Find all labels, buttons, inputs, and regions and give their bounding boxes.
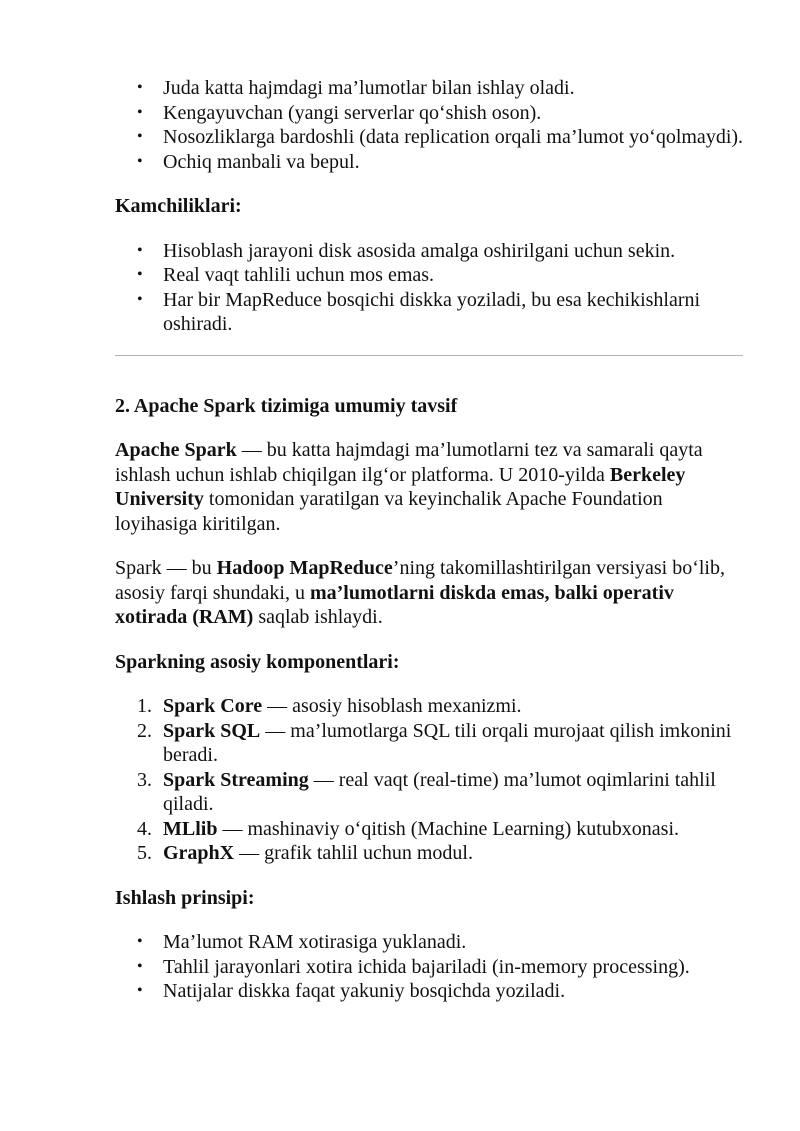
component-desc: — ma’lumotlarga SQL tili orqali murojaat qilish imkonini beradi. — [163, 719, 732, 766]
components-heading: Sparkning asosiy komponentlari: — [115, 650, 400, 673]
list-item — [115, 817, 745, 842]
section-divider — [115, 355, 743, 356]
component-name: Spark Streaming — [163, 768, 309, 791]
paragraph-text: ’ning takomillashtirilgan versiyasi bo‘lib, asosiy farqi shundaki, u — [115, 557, 725, 604]
list-item: • Kengayuvchan (yangi serverlar qo‘shish oson). — [115, 101, 745, 126]
list-item: • Natijalar diskka faqat yakuniy bosqichda yoziladi. — [115, 979, 745, 1004]
component-desc: — real vaqt (real-time) ma’lumot oqimlarini tahlil qiladi. — [163, 768, 716, 815]
component-name: Spark Core — [163, 695, 263, 717]
bold-term: ma’lumotlarni diskda emas, balki operativ xotirada (RAM) — [115, 581, 674, 628]
list-item: • Ochiq manbali va bepul. — [115, 150, 745, 175]
section-heading: 2. Apache Spark tizimiga umumiy tavsif — [115, 394, 458, 417]
list-item: • Nosozliklarga bardoshli (data replication orqali ma’lumot yo‘qolmaydi). — [115, 125, 745, 150]
list-number: 1. — [137, 695, 152, 717]
advantages-list — [115, 76, 745, 174]
list-item — [115, 768, 745, 817]
disadvantages-heading: Kamchiliklari: — [115, 195, 242, 217]
component-desc: — mashinaviy o‘qitish (Machine Learning) kutubxonasi. — [217, 817, 680, 840]
component-desc: — grafik tahlil uchun modul. — [234, 842, 473, 864]
list-item: • Tahlil jarayonlari xotira ichida bajariladi (in-memory processing). — [115, 955, 745, 980]
document-page — [115, 76, 745, 1004]
bold-term: Apache Spark — [115, 439, 237, 461]
component-desc: — asosiy hisoblash mexanizmi. — [262, 695, 522, 717]
component-name: Spark SQL — [163, 719, 261, 742]
principle-list — [115, 930, 745, 1004]
list-item: • Real vaqt tahlili uchun mos emas. — [115, 263, 745, 288]
components-list — [115, 694, 745, 866]
component-name: MLlib — [163, 817, 218, 840]
paragraph-text: tomonidan yaratilgan va keyinchalik Apache Foundation loyihasiga kiritilgan. — [115, 488, 663, 535]
list-item: • Juda katta hajmdagi ma’lumotlar bilan ishlay oladi. — [115, 76, 745, 101]
principle-heading: Ishlash prinsipi: — [115, 886, 255, 909]
comparison-paragraph — [115, 556, 745, 630]
list-number: 5. — [137, 842, 152, 864]
paragraph-text: — bu katta hajmdagi ma’lumotlarni tez va samarali qayta ishlash uchun ishlab chiqilgan ilg‘or platforma. U 2010-yilda — [115, 439, 703, 486]
list-number: 4. — [137, 817, 152, 840]
intro-paragraph — [115, 438, 745, 536]
list-item — [115, 719, 745, 768]
list-item: • Hisoblash jarayoni disk asosida amalga oshirilgani uchun sekin. — [115, 239, 745, 264]
paragraph-text: saqlab ishlaydi. — [253, 606, 383, 628]
list-number: 3. — [137, 768, 152, 791]
list-item: • Ma’lumot RAM xotirasiga yuklanadi. — [115, 930, 745, 955]
list-item — [115, 841, 745, 866]
list-item — [115, 694, 745, 719]
list-number: 2. — [137, 719, 152, 742]
bold-term: Hadoop MapReduce — [216, 557, 393, 579]
bold-term: Berkeley University — [115, 463, 686, 510]
component-name: GraphX — [163, 842, 235, 864]
disadvantages-list — [115, 239, 745, 337]
paragraph-text: Spark — bu — [115, 557, 217, 579]
list-item: • Har bir MapReduce bosqichi diskka yoziladi, bu esa kechikishlarni oshiradi. — [115, 288, 745, 337]
